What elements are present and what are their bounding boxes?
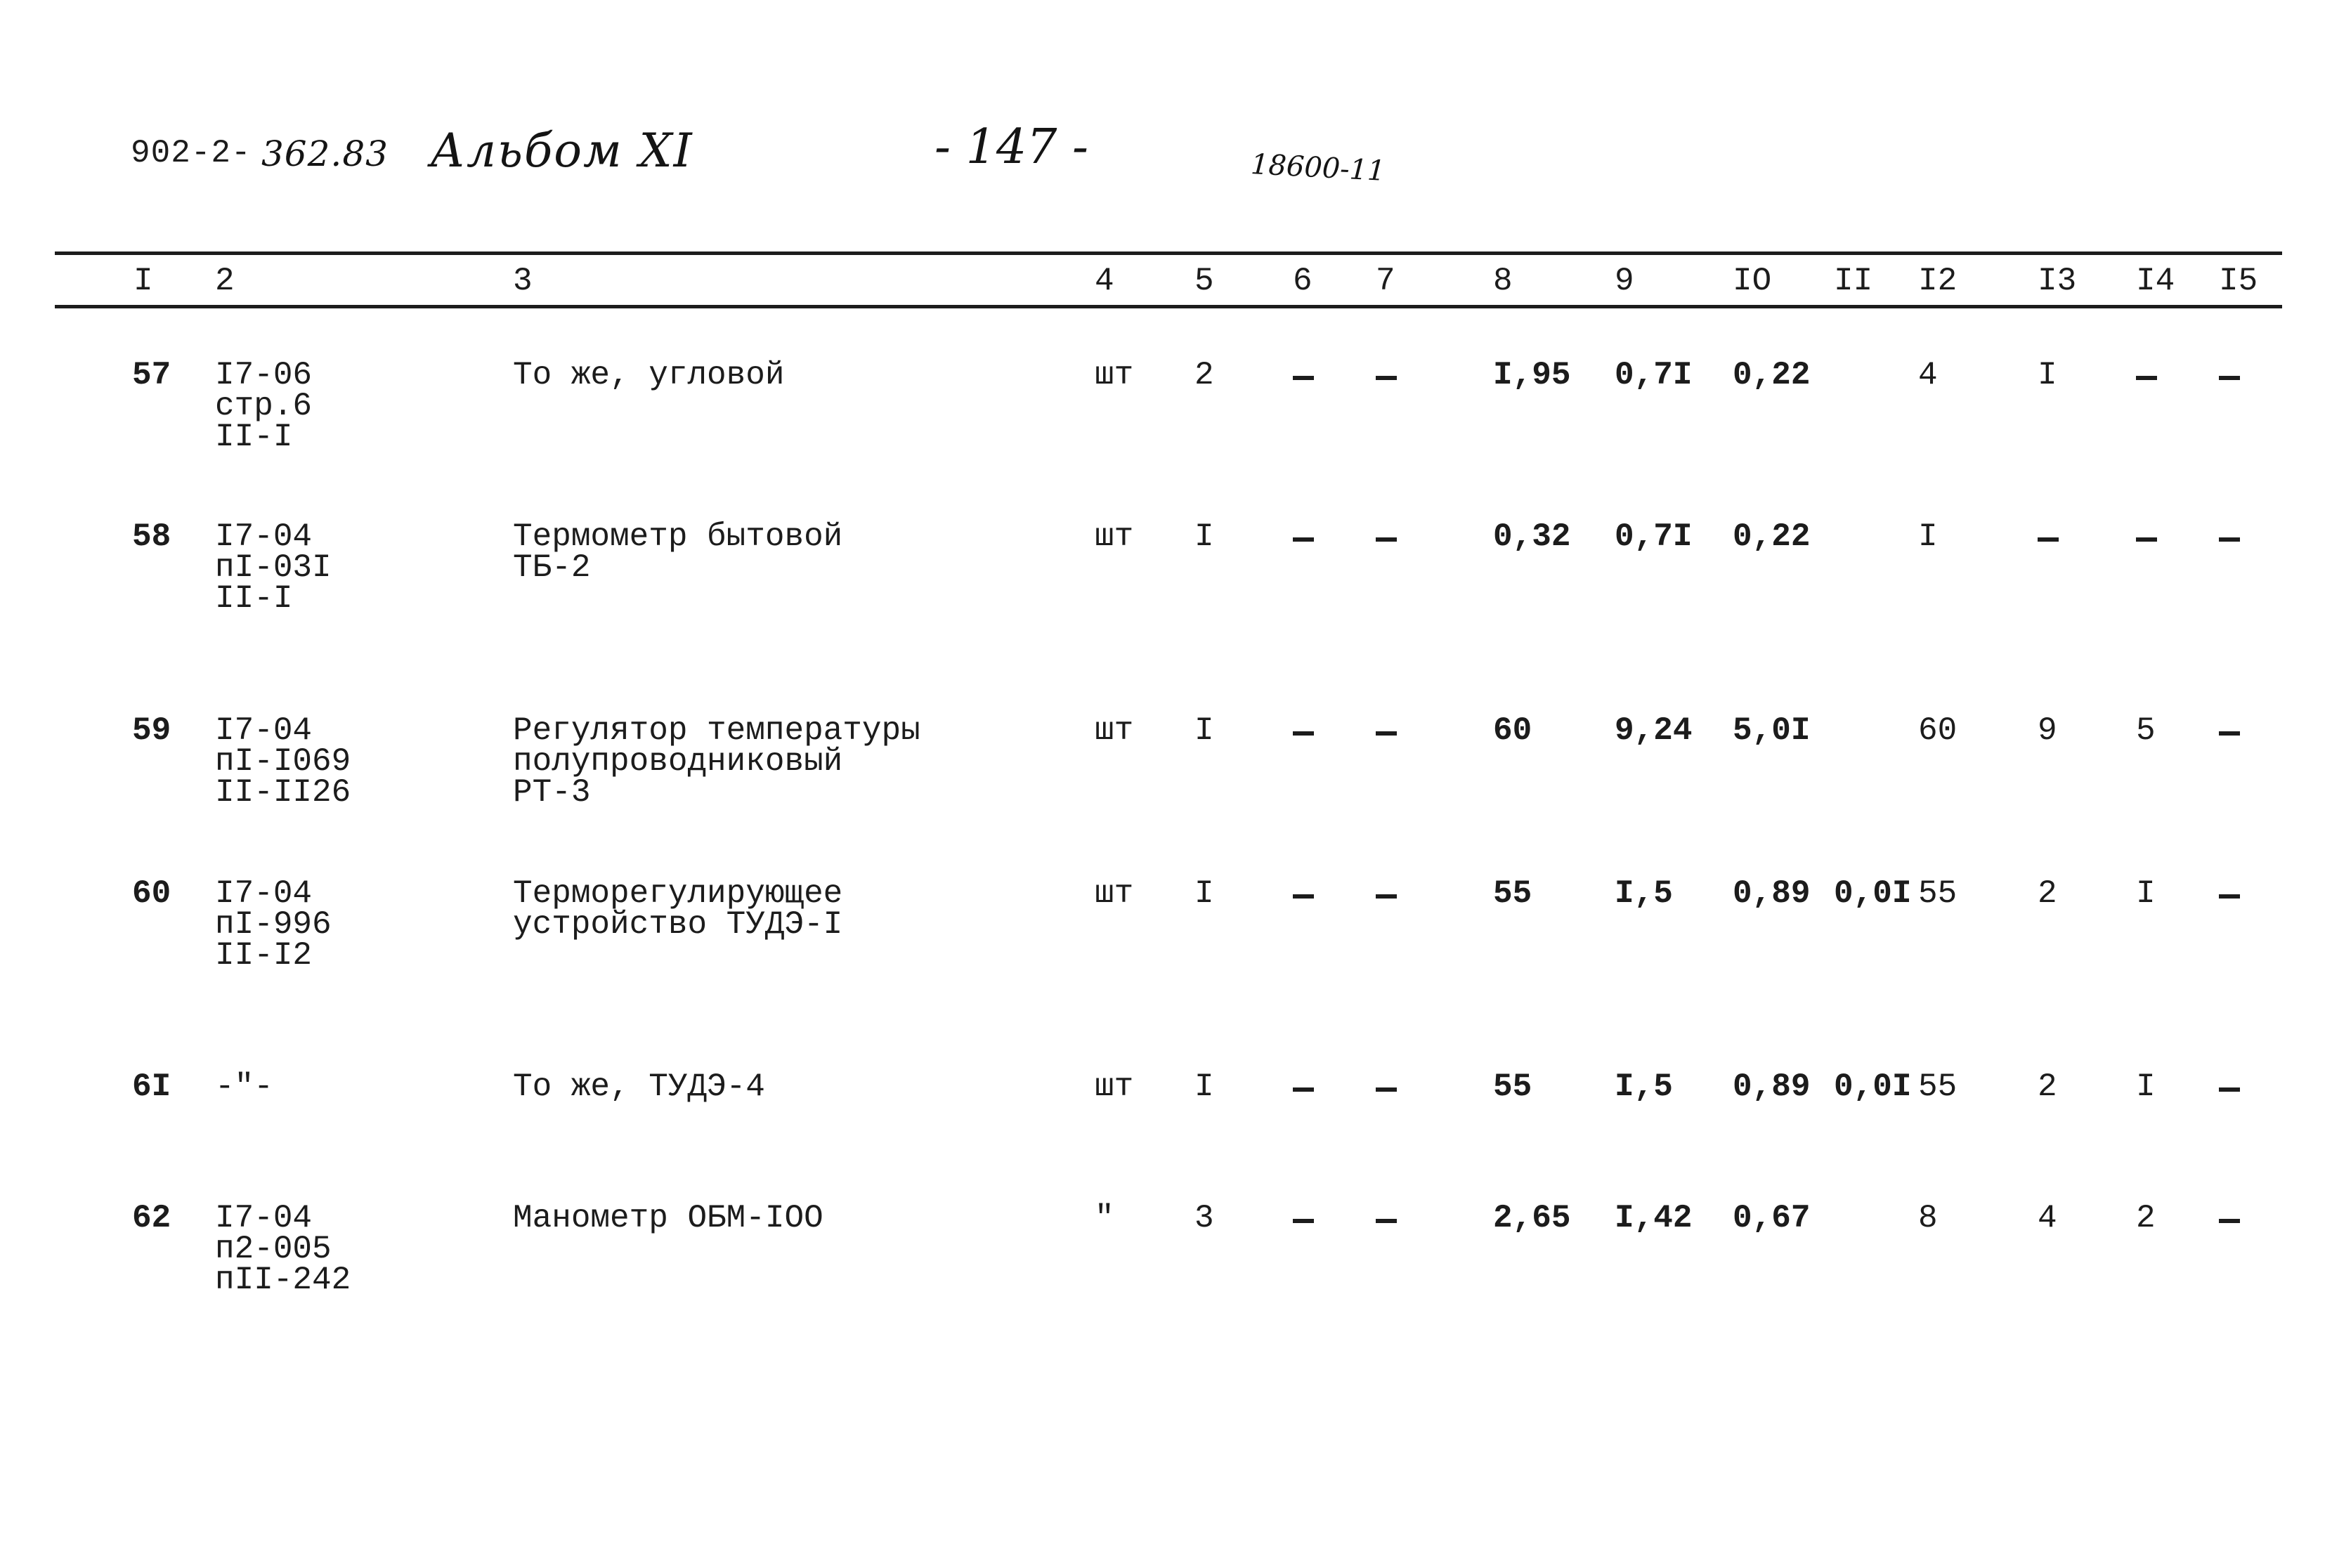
col-10: 0,22 <box>1733 518 1811 555</box>
col-11: 0,0I <box>1834 1069 1912 1105</box>
col-7 <box>1376 1206 1397 1236</box>
item-description: То же, угловой <box>513 357 785 393</box>
col-8: 0,32 <box>1493 518 1571 555</box>
column-header-13: I3 <box>2038 263 2077 299</box>
column-header-3: 3 <box>513 263 533 299</box>
unit: шт <box>1095 875 1134 912</box>
col-5: 3 <box>1194 1200 1214 1236</box>
col-13: 2 <box>2038 1069 2057 1105</box>
row-number: 60 <box>132 875 171 912</box>
col-15 <box>2219 362 2240 393</box>
col-8: 55 <box>1493 1069 1532 1105</box>
col-12: 55 <box>1918 875 1958 912</box>
item-description: Термометр бытовой ТБ-2 <box>513 518 843 586</box>
document-code-handwritten: 362.83 <box>261 133 389 174</box>
col-13 <box>2038 524 2059 555</box>
row-number: 6I <box>132 1069 171 1105</box>
column-header-5: 5 <box>1194 263 1214 299</box>
dash-mark <box>1293 1087 1314 1092</box>
reference-code: I7-04 пI-03I II-I <box>215 518 332 617</box>
column-header-11: II <box>1834 263 1873 299</box>
col-12: 4 <box>1918 357 1938 393</box>
col-13: I <box>2038 357 2057 393</box>
dash-mark <box>1293 731 1314 736</box>
unit: шт <box>1095 712 1134 749</box>
col-8: 55 <box>1493 875 1532 912</box>
col-9: I,42 <box>1615 1200 1693 1236</box>
dash-mark <box>1376 376 1397 380</box>
col-12: 8 <box>1918 1200 1938 1236</box>
col-9: 0,7I <box>1615 357 1693 393</box>
col-7 <box>1376 524 1397 555</box>
dash-mark <box>2219 1087 2240 1092</box>
registration-number: 18600-11 <box>1249 148 1386 188</box>
reference-code: I7-04 п2-005 пII-242 <box>215 1200 351 1298</box>
row-number: 62 <box>132 1200 171 1236</box>
col-5: I <box>1194 1069 1214 1105</box>
column-header-10: IO <box>1733 263 1772 299</box>
col-11: 0,0I <box>1834 875 1912 912</box>
col-9: I,5 <box>1615 1069 1673 1105</box>
col-6 <box>1293 718 1314 749</box>
album-title: Альбом XI <box>430 124 693 178</box>
dash-mark <box>2136 537 2157 542</box>
dash-mark <box>1293 1219 1314 1223</box>
dash-mark <box>2219 731 2240 736</box>
dash-mark <box>2219 894 2240 899</box>
col-10: 0,22 <box>1733 357 1811 393</box>
column-header-6: 6 <box>1293 263 1312 299</box>
dash-mark <box>1376 731 1397 736</box>
column-header-8: 8 <box>1493 263 1513 299</box>
col-9: 9,24 <box>1615 712 1693 749</box>
col-15 <box>2219 1074 2240 1105</box>
col-7 <box>1376 881 1397 912</box>
table-top-rule <box>55 251 2282 255</box>
unit: шт <box>1095 357 1134 393</box>
col-8: 60 <box>1493 712 1532 749</box>
dash-mark <box>1376 537 1397 542</box>
document-code: 902-2- <box>131 135 252 171</box>
col-13: 2 <box>2038 875 2057 912</box>
column-header-15: I5 <box>2219 263 2258 299</box>
dash-mark <box>2219 1219 2240 1223</box>
col-14: 5 <box>2136 712 2156 749</box>
dash-mark <box>1293 376 1314 380</box>
col-15 <box>2219 718 2240 749</box>
col-9: 0,7I <box>1615 518 1693 555</box>
unit: " <box>1095 1200 1114 1236</box>
col-15 <box>2219 524 2240 555</box>
col-13: 9 <box>2038 712 2057 749</box>
col-14: 2 <box>2136 1200 2156 1236</box>
item-description: Регулятор температуры полупроводниковый РТ-3 <box>513 712 920 811</box>
unit: шт <box>1095 518 1134 555</box>
reference-code: I7-04 пI-996 II-I2 <box>215 875 332 974</box>
item-description: То же, ТУДЭ-4 <box>513 1069 765 1105</box>
col-6 <box>1293 362 1314 393</box>
col-12: I <box>1918 518 1938 555</box>
column-header-7: 7 <box>1376 263 1395 299</box>
col-15 <box>2219 881 2240 912</box>
unit: шт <box>1095 1069 1134 1105</box>
column-header-4: 4 <box>1095 263 1114 299</box>
dash-mark <box>1293 894 1314 899</box>
col-12: 60 <box>1918 712 1958 749</box>
dash-mark <box>1376 1219 1397 1223</box>
col-15 <box>2219 1206 2240 1236</box>
col-6 <box>1293 881 1314 912</box>
reference-code: I7-04 пI-I069 II-II26 <box>215 712 351 811</box>
col-13: 4 <box>2038 1200 2057 1236</box>
col-8: 2,65 <box>1493 1200 1571 1236</box>
table-header-rule <box>55 305 2282 308</box>
column-header-1: I <box>133 263 153 299</box>
col-10: 0,67 <box>1733 1200 1811 1236</box>
row-number: 57 <box>132 357 171 393</box>
col-6 <box>1293 524 1314 555</box>
dash-mark <box>1376 1087 1397 1092</box>
item-description: Манометр ОБМ-IOO <box>513 1200 823 1236</box>
dash-mark <box>2219 376 2240 380</box>
col-14: I <box>2136 875 2156 912</box>
reference-code: -"- <box>215 1069 273 1105</box>
col-10: 0,89 <box>1733 1069 1811 1105</box>
col-9: I,5 <box>1615 875 1673 912</box>
col-5: 2 <box>1194 357 1214 393</box>
col-10: 5,0I <box>1733 712 1811 749</box>
col-8: I,95 <box>1493 357 1571 393</box>
col-6 <box>1293 1206 1314 1236</box>
dash-mark <box>1293 537 1314 542</box>
dash-mark <box>1376 894 1397 899</box>
column-header-14: I4 <box>2136 263 2175 299</box>
column-header-9: 9 <box>1615 263 1634 299</box>
col-7 <box>1376 718 1397 749</box>
dash-mark <box>2219 537 2240 542</box>
col-5: I <box>1194 712 1214 749</box>
col-5: I <box>1194 518 1214 555</box>
row-number: 59 <box>132 712 171 749</box>
col-14 <box>2136 362 2157 393</box>
item-description: Терморегулирующее устройство ТУДЭ-I <box>513 875 843 943</box>
col-14 <box>2136 524 2157 555</box>
col-5: I <box>1194 875 1214 912</box>
page-number: - 147 - <box>934 119 1088 175</box>
col-10: 0,89 <box>1733 875 1811 912</box>
col-12: 55 <box>1918 1069 1958 1105</box>
col-7 <box>1376 362 1397 393</box>
row-number: 58 <box>132 518 171 555</box>
col-7 <box>1376 1074 1397 1105</box>
reference-code: I7-06 стр.6 II-I <box>215 357 313 455</box>
dash-mark <box>2136 376 2157 380</box>
dash-mark <box>2038 537 2059 542</box>
col-14: I <box>2136 1069 2156 1105</box>
column-header-12: I2 <box>1918 263 1958 299</box>
col-6 <box>1293 1074 1314 1105</box>
column-header-2: 2 <box>215 263 235 299</box>
